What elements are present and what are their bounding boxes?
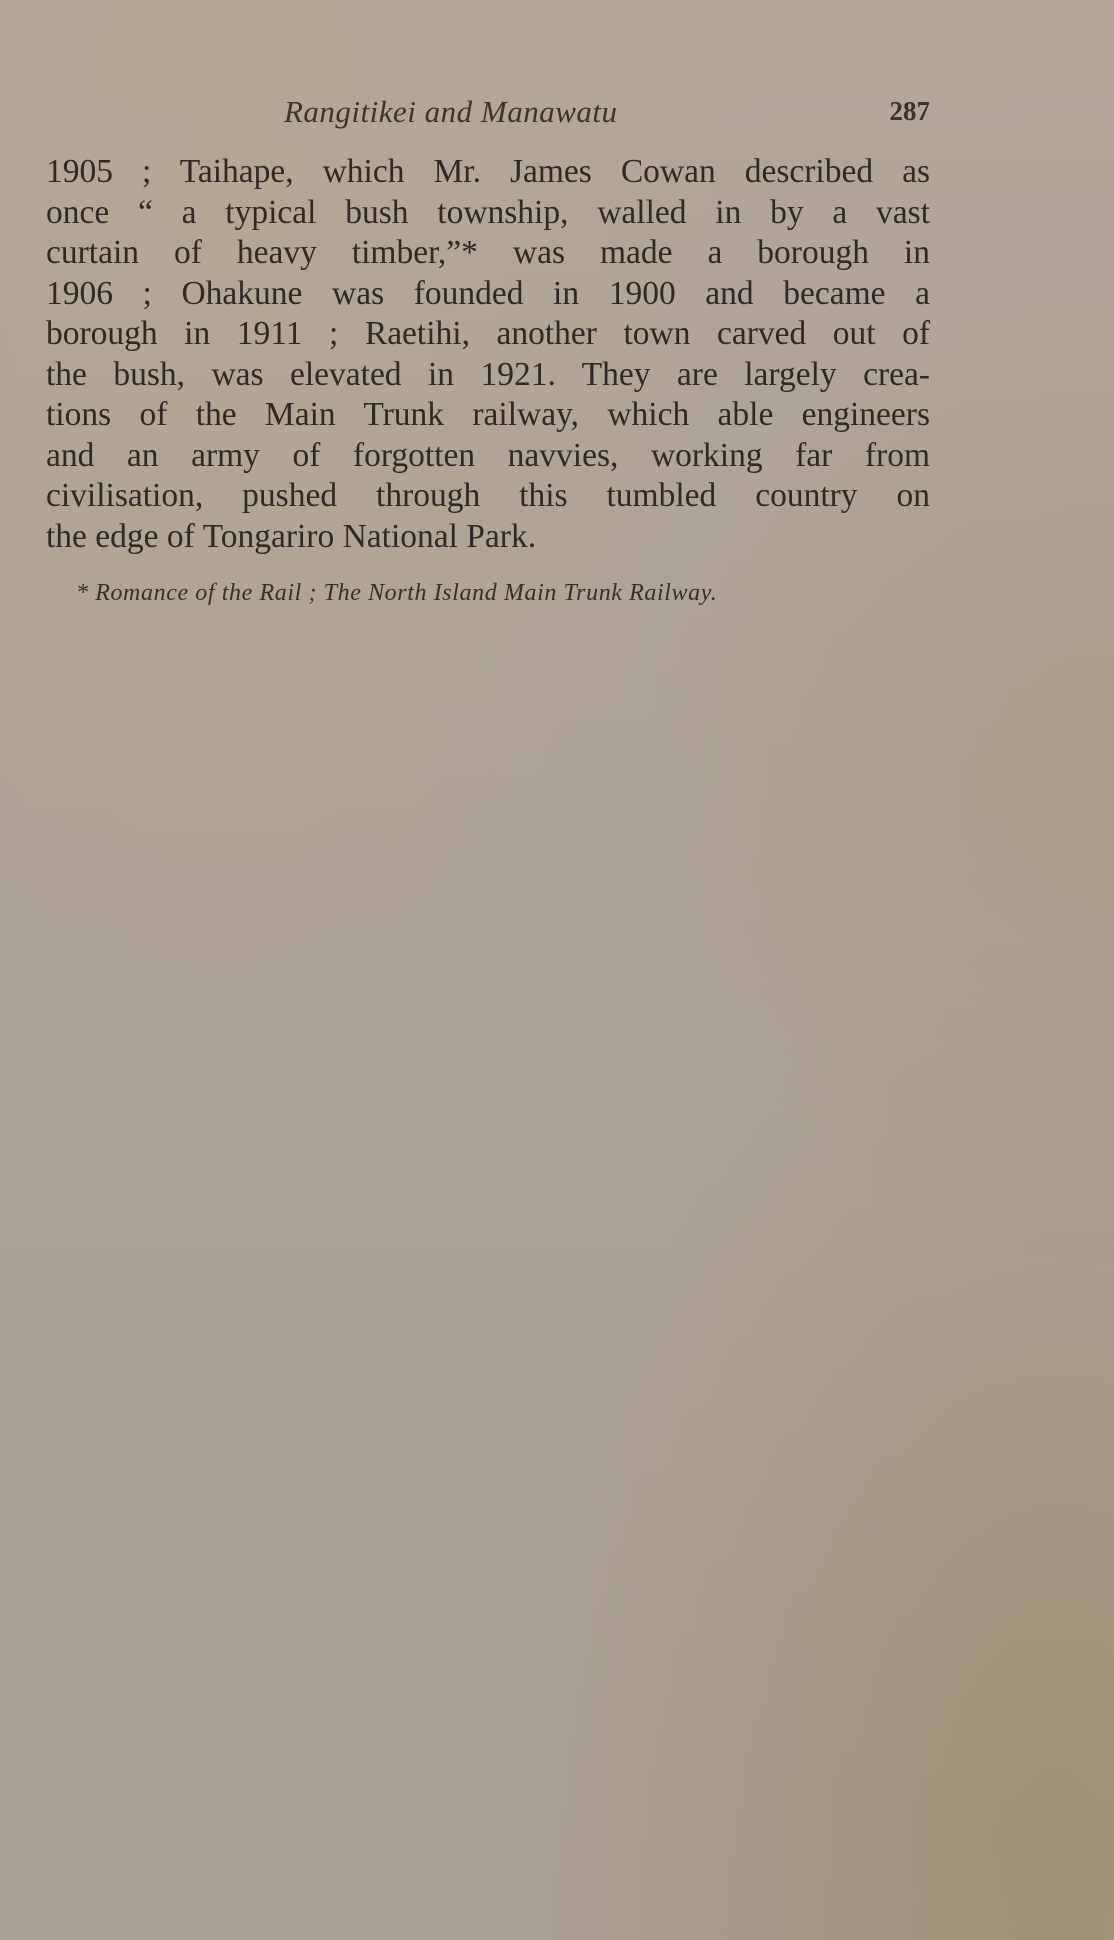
- text-line: the edge of Tongariro National Park.: [46, 517, 537, 555]
- text-line: civilisation, pushed through this tumbled country on: [46, 477, 930, 514]
- text-line: the bush, was elevated in 1921. They are largely crea-: [46, 355, 930, 393]
- body-paragraph: [46, 152, 930, 557]
- page-header: [46, 94, 930, 138]
- text-line: borough in 1911 ; Raetihi, another town carved out of: [46, 315, 930, 352]
- text-line: 1906 ; Ohakune was founded in 1900 and became a: [46, 274, 930, 312]
- text-line: 1905 ; Taihape, which Mr. James Cowan described as: [46, 153, 930, 190]
- page-number: 287: [889, 96, 930, 126]
- text-line: tions of the Main Trunk railway, which able engineers: [46, 396, 930, 433]
- text-line: and an army of forgotten navvies, working far from: [46, 436, 930, 474]
- running-head: Rangitikei and Manawatu: [284, 94, 618, 129]
- text-line: once “ a typical bush township, walled in by a vast: [46, 193, 930, 231]
- footnote: * Romance of the Rail ; The North Island Main Trunk Railway.: [76, 580, 718, 606]
- text-line: curtain of heavy timber,”* was made a borough in: [46, 234, 930, 271]
